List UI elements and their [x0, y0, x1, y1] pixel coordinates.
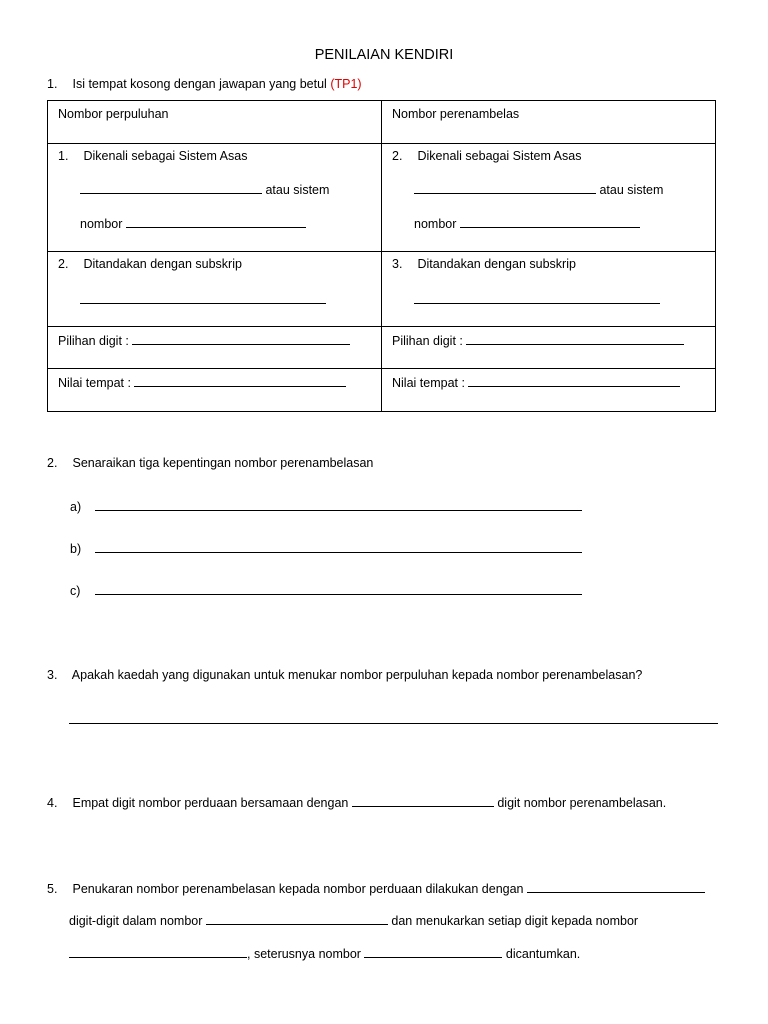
list-item-c [70, 583, 582, 598]
question-1-tag: (TP1) [330, 77, 362, 91]
question-4-text-after: digit nombor perenambelasan. [497, 796, 667, 810]
cell-hex-base [382, 144, 716, 252]
question-3-number: 3. [47, 668, 58, 682]
question-3 [47, 668, 642, 682]
question-2 [47, 456, 373, 470]
row1-left-line2: atau sistem [265, 183, 330, 197]
list-item-b [70, 541, 582, 556]
row2-right-line1: Ditandakan dengan subskrip [417, 257, 576, 271]
row1-left-line1: Dikenali sebagai Sistem Asas [83, 149, 248, 163]
blank-hex-subscript[interactable] [414, 292, 660, 304]
list-item-a-label: a) [70, 500, 82, 514]
question-1-number: 1. [47, 77, 58, 91]
question-5-line-1 [47, 881, 705, 896]
row2-left-line1: Ditandakan dengan subskrip [83, 257, 242, 271]
cell-decimal-subscript [48, 252, 382, 327]
question-5-line-3 [69, 946, 580, 961]
row1-left-number: 1. [58, 149, 69, 163]
blank-digit-type[interactable] [69, 946, 247, 958]
row1-right-line1: Dikenali sebagai Sistem Asas [417, 149, 582, 163]
blank-hex-place-value[interactable] [468, 375, 680, 387]
col-header-decimal: Nombor perpuluhan [48, 101, 382, 144]
question-1 [47, 77, 362, 91]
row4-left-label: Nilai tempat : [58, 376, 131, 390]
blank-hex-system[interactable] [460, 216, 640, 228]
question-5-line3-end: dicantumkan. [505, 947, 581, 961]
question-2-number: 2. [47, 456, 58, 470]
cell-hex-digits [382, 327, 716, 369]
page-title: PENILAIAN KENDIRI [314, 47, 454, 63]
blank-hex-digits[interactable] [466, 333, 684, 345]
blank-decimal-system[interactable] [126, 216, 306, 228]
cell-hex-place-value [382, 369, 716, 412]
row1-right-number: 2. [392, 149, 403, 163]
row2-left-number: 2. [58, 257, 69, 271]
row1-right-line2: atau sistem [599, 183, 664, 197]
cell-decimal-place-value [48, 369, 382, 412]
answer-table [47, 100, 716, 412]
list-item-c-label: c) [70, 584, 81, 598]
blank-importance-a[interactable] [95, 499, 582, 511]
col-header-hexadecimal: Nombor perenambelas [382, 101, 716, 144]
cell-hex-subscript [382, 252, 716, 327]
blank-method[interactable] [69, 712, 718, 724]
question-5-line-2 [69, 913, 638, 928]
blank-conversion-method[interactable] [527, 881, 705, 893]
list-item-b-label: b) [70, 542, 82, 556]
blank-result-number[interactable] [364, 946, 502, 958]
table-row-base [48, 144, 716, 252]
question-3-text: Apakah kaedah yang digunakan untuk menukar nombor perpuluhan kepada nombor perenambelasan? [71, 668, 643, 682]
row1-right-line3: nombor [414, 217, 457, 231]
row3-left-label: Pilihan digit : [58, 334, 129, 348]
row4-right-label: Nilai tempat : [392, 376, 465, 390]
blank-hex-base[interactable] [414, 182, 596, 194]
table-row-subscript [48, 252, 716, 327]
table-row-place-value [48, 369, 716, 412]
question-5-number: 5. [47, 882, 58, 896]
question-4-number: 4. [47, 796, 58, 810]
cell-decimal-digits [48, 327, 382, 369]
blank-decimal-base[interactable] [80, 182, 262, 194]
blank-decimal-digits[interactable] [132, 333, 350, 345]
blank-decimal-place-value[interactable] [134, 375, 346, 387]
blank-binary-digits[interactable] [352, 795, 494, 807]
blank-decimal-subscript[interactable] [80, 292, 326, 304]
question-5-line2-after: dan menukarkan setiap digit kepada nombor [391, 914, 639, 928]
question-4 [47, 795, 666, 810]
question-2-text: Senaraikan tiga kepentingan nombor perenambelasan [72, 456, 374, 470]
row3-right-label: Pilihan digit : [392, 334, 463, 348]
list-item-a [70, 499, 582, 514]
question-5-line2-before: digit-digit dalam nombor [69, 914, 203, 928]
blank-importance-c[interactable] [95, 583, 582, 595]
table-row-digits [48, 327, 716, 369]
question-5-line1-text: Penukaran nombor perenambelasan kepada nombor perduaan dilakukan dengan [72, 882, 524, 896]
blank-number-type[interactable] [206, 913, 388, 925]
cell-decimal-base [48, 144, 382, 252]
blank-importance-b[interactable] [95, 541, 582, 553]
question-5-line3-mid: , seterusnya nombor [247, 947, 361, 961]
row1-left-line3: nombor [80, 217, 123, 231]
table-header-row [48, 101, 716, 144]
row2-right-number: 3. [392, 257, 403, 271]
question-1-text: Isi tempat kosong dengan jawapan yang betul [72, 77, 327, 91]
question-4-text-before: Empat digit nombor perduaan bersamaan dengan [72, 796, 349, 810]
